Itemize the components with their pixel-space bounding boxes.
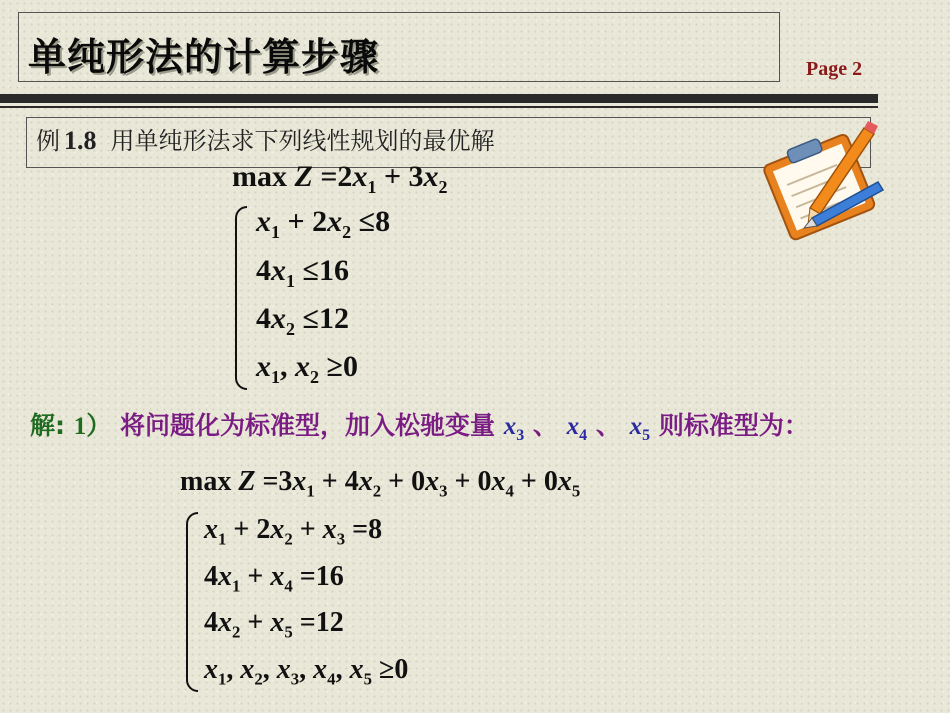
example-heading [36,121,495,156]
header-divider [0,94,878,103]
solution-paragraph [30,406,900,456]
objective-max: $\max Z =2x_1 + 3x_2$ [232,160,448,197]
solution-text-before: 将问题化为标准型，加入松驰变量 [119,411,495,440]
header-divider-thin [0,106,878,108]
solution-step: 1） [73,413,112,440]
constraint-1: $x_1 + 2x_2 \le 8$ [256,205,391,242]
clipboard-icon [752,116,892,246]
example-number: 1.8 [64,126,97,155]
solution-text-after: 则标准型为： [658,411,809,440]
page-number: Page 2 [806,58,863,80]
separator-1: 、 [532,411,558,440]
standard-constraint-1: $x_1 + 2x_2 + x_3 =8$ [204,514,383,549]
var-x3: $x_3$ [503,413,525,444]
constraint-nonneg: $x_1$, $x_2 \ge 0$ [256,350,358,387]
standard-constraint-2: $4x_1 + x_4 =16$ [204,561,344,596]
constraint-3: $4x_2 \le 12$ [256,302,349,339]
constraint-brace [235,206,247,390]
separator-2: 、 [595,411,621,440]
slide-title: 单纯形法的计算步骤 [28,35,380,79]
standard-brace [186,512,198,692]
standard-objective: $\max Z =3x_1 + 4x_2 + 0x_3 + 0x_4 + 0x_5$ [180,466,581,501]
var-x4: $x_4$ [566,413,588,444]
standard-nonneg: $x_1$, $x_2$, $x_3$, $x_4$, $x_5 \ge 0$ [204,654,409,689]
example-description: 用单纯形法求下列线性规划的最优解 [110,127,495,155]
var-x5: $x_5$ [629,413,651,444]
standard-constraint-3: $4x_2 + x_5 =12$ [204,607,344,642]
solution-prefix: 解: [30,411,65,440]
example-label: 例 [36,127,60,155]
constraint-2: $4x_1 \le 16$ [256,254,349,291]
